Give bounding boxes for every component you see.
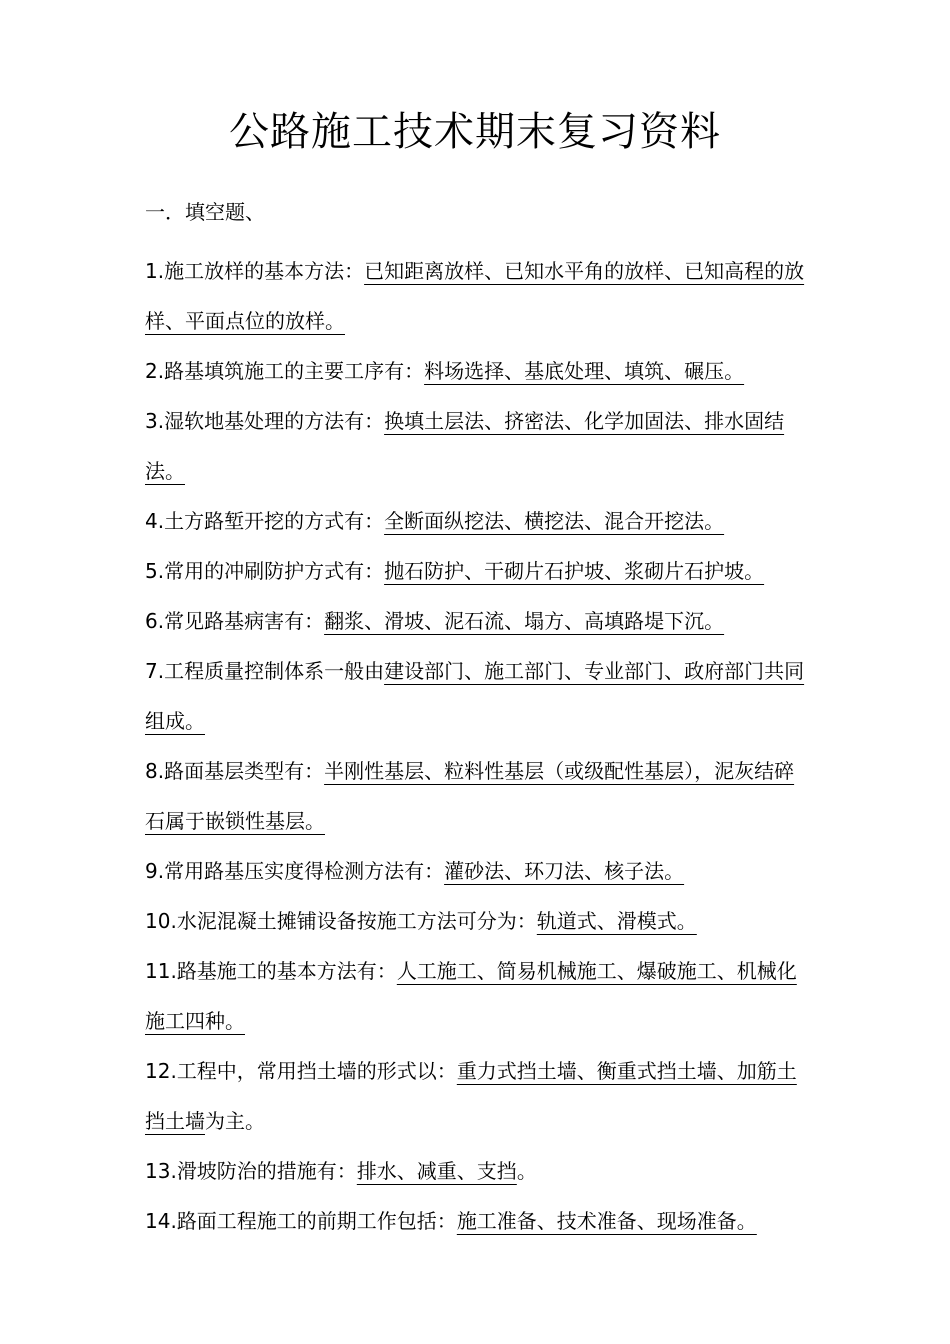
- list-item: [145, 1046, 809, 1146]
- list-item: [145, 546, 809, 596]
- list-item: [145, 396, 809, 496]
- list-item: [145, 496, 809, 546]
- list-item: [145, 746, 809, 846]
- item-question: 常用的冲刷防护方式有：: [164, 559, 385, 583]
- fill-in-list: [145, 246, 809, 1246]
- section-heading: 一．填空题、: [145, 200, 265, 224]
- item-number: 9.: [145, 859, 165, 883]
- item-answer: 重力式挡土墙、衡重式挡土墙、加筋土挡土墙: [145, 1059, 797, 1133]
- list-item: [145, 896, 809, 946]
- item-answer: 人工施工、简易机械施工、爆破施工、机械化施工四种。: [145, 959, 797, 1033]
- item-answer: 建设部门、施工部门、专业部门、政府部门共同组成。: [145, 659, 805, 733]
- item-question: 水泥混凝土摊铺设备按施工方法可分为：: [176, 909, 537, 933]
- item-answer: 换填土层法、挤密法、化学加固法、排水固结法。: [145, 409, 785, 483]
- item-question: 滑坡防治的措施有：: [176, 1159, 357, 1183]
- item-number: 5.: [145, 559, 165, 583]
- list-item: [145, 246, 809, 346]
- item-number: 8.: [145, 759, 165, 783]
- item-number: 1.: [145, 259, 165, 283]
- item-tail: 为主。: [205, 1109, 265, 1133]
- item-answer: 施工准备、技术准备、现场准备。: [456, 1209, 757, 1233]
- item-answer: 全断面纵挖法、横挖法、混合开挖法。: [384, 509, 725, 533]
- item-answer: 料场选择、基底处理、填筑、碾压。: [424, 359, 745, 383]
- item-question: 常用路基压实度得检测方法有：: [164, 859, 445, 883]
- item-answer: 灌砂法、环刀法、核子法。: [444, 859, 685, 883]
- list-item: [145, 646, 809, 746]
- item-question: 路基施工的基本方法有：: [176, 959, 397, 983]
- item-number: 6.: [145, 609, 165, 633]
- item-number: 7.: [145, 659, 165, 683]
- item-answer: 半刚性基层、粒料性基层（或级配性基层），泥灰结碎石属于嵌锁性基层。: [145, 759, 795, 833]
- item-answer: 轨道式、滑模式。: [536, 909, 697, 933]
- item-answer: 抛石防护、干砌片石护坡、浆砌片石护坡。: [384, 559, 765, 583]
- item-tail: 。: [516, 1159, 537, 1183]
- item-question: 路面工程施工的前期工作包括：: [176, 1209, 457, 1233]
- list-item: [145, 946, 809, 1046]
- item-question: 常见路基病害有：: [164, 609, 325, 633]
- list-item: [145, 346, 809, 396]
- item-question: 土方路堑开挖的方式有：: [164, 509, 385, 533]
- page-title: 公路施工技术期末复习资料: [229, 109, 721, 155]
- item-answer: 翻浆、滑坡、泥石流、塌方、高填路堤下沉。: [324, 609, 725, 633]
- item-number: 4.: [145, 509, 165, 533]
- item-number: 12.: [145, 1059, 177, 1083]
- list-item: [145, 846, 809, 896]
- item-question: 工程中，常用挡土墙的形式以：: [176, 1059, 457, 1083]
- item-number: 13.: [145, 1159, 177, 1183]
- item-question: 工程质量控制体系一般由: [164, 659, 385, 683]
- item-number: 3.: [145, 409, 165, 433]
- item-question: 路面基层类型有：: [164, 759, 325, 783]
- list-item: [145, 1196, 809, 1246]
- item-question: 湿软地基处理的方法有：: [164, 409, 385, 433]
- item-number: 11.: [145, 959, 177, 983]
- item-question: 路基填筑施工的主要工序有：: [164, 359, 425, 383]
- item-question: 施工放样的基本方法：: [164, 259, 365, 283]
- item-answer: 排水、减重、支挡: [356, 1159, 517, 1183]
- item-answer: 已知距离放样、已知水平角的放样、已知高程的放样、平面点位的放样。: [145, 259, 805, 333]
- list-item: [145, 1146, 809, 1196]
- item-number: 2.: [145, 359, 165, 383]
- item-number: 10.: [145, 909, 177, 933]
- item-number: 14.: [145, 1209, 177, 1233]
- list-item: [145, 596, 809, 646]
